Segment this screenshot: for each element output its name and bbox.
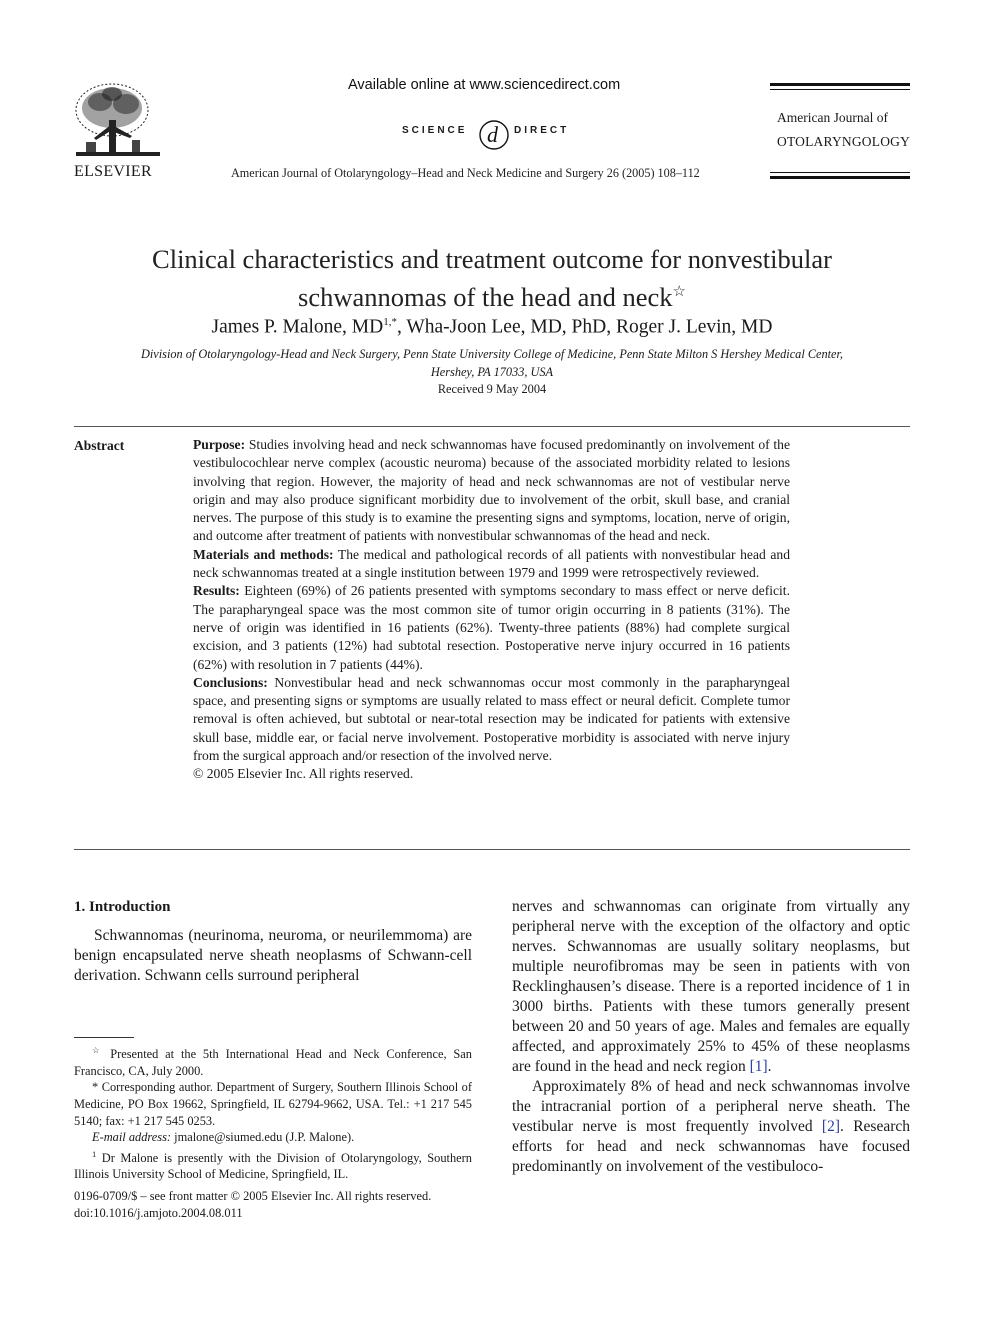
journal-brand-rule <box>770 172 910 173</box>
paragraph-text: nerves and schwannomas can originate from virtually any peripheral nerve with the exception of the olfactory and optic nerves. Schwannomas are usually solitary neoplasms, but multiple neurofibromas may be seen in patients with von Recklinghausen’s disease. There is a reported incidence of 1 in 3000 births. Patients with these tumors generally present between 20 and 50 years of age. Males and females are equally affected, and approximately 25% to 45% of these neoplasms are found in the head and neck region <box>512 898 910 1075</box>
period: . <box>767 1058 772 1075</box>
title-footnote-mark[interactable]: ☆ <box>672 284 686 300</box>
paragraph-text: Approximately 8% of head and neck schwannomas involve the intracranial portion of a peripheral nerve sheath. The vestibular nerve is most frequently involved <box>512 1078 910 1135</box>
footnote-text: Dr Malone is presently with the Division of Otolaryngology, Southern Illinois University School of Medicine, Springfield, IL. <box>74 1150 472 1182</box>
abstract-bottom-rule <box>74 849 910 850</box>
results-heading: Results: <box>193 583 240 599</box>
footnote-email <box>74 1129 472 1146</box>
purpose-heading: Purpose: <box>193 437 246 452</box>
sd-logo-left-text: SCIENCE <box>402 125 468 136</box>
sd-at-icon <box>478 113 512 153</box>
abstract-copyright: © 2005 Elsevier Inc. All rights reserved. <box>193 766 414 782</box>
results-text: Eighteen (69%) of 26 patients presented with symptoms secondary to mass effect or nerve deficit. The parapharyngeal space was the most common site of tumor origin occurring in 8 patients (31%). The nerve of origin was identified in 16 patients (62%). Twenty-three patients (88%) had complete surgical excision, and 3 patients (12%) had subtotal resection. Postoperative nerve injury occurred in 16 patients (62%) with resolution in 7 patients (44%). <box>193 583 790 672</box>
affiliation-line2: Hershey, PA 17033, USA <box>430 364 554 379</box>
authors-rest: , Wha-Joon Lee, MD, PhD, Roger J. Levin, MD <box>396 316 773 338</box>
footnotes <box>74 1042 472 1183</box>
affiliation <box>80 346 904 381</box>
purpose-text: Studies involving head and neck schwannomas have focused predominantly on involvement of the vestibulocochlear nerve complex (acoustic neuroma) because of the associated morbidity related to lesions involving that region. However, the majority of head and neck schwannomas are not of vestibular nerve origin and may also produce significant morbidity due to involvement of the orbit, skull base, and cranial nerves. The purpose of this study is to examine the presenting signs and symptoms, location, nerve of origin, and outcome after treatment of patients with nonvestibular schwannomas of the head and neck. <box>193 437 791 544</box>
article-title <box>80 243 904 314</box>
sciencedirect-logo <box>400 113 586 153</box>
abstract-top-rule <box>74 426 910 427</box>
footnote-mark: 1 <box>92 1148 97 1159</box>
author-1-marks[interactable]: 1,* <box>383 316 397 328</box>
abstract-results <box>193 582 790 673</box>
abstract-body <box>193 436 790 784</box>
author-1: James P. Malone, MD <box>211 316 384 338</box>
publisher-name: ELSEVIER <box>74 163 152 180</box>
svg-text:d: d <box>487 122 498 147</box>
footnote-text: Corresponding author. Department of Surgery, Southern Illinois School of Medicine, PO Box 19662, Springfield, IL 62794-9662, USA. Tel.: +1 217 545 5140; fax: +1 217 545 0253. <box>74 1080 472 1128</box>
footnote-text: Presented at the 5th International Head and Neck Conference, San Francisco, CA, July 2000. <box>74 1047 472 1078</box>
issn-line: 0196-0709/$ – see front matter © 2005 Elsevier Inc. All rights reserved. <box>74 1189 432 1203</box>
body-column-right <box>512 897 910 1177</box>
period: . <box>840 1118 844 1135</box>
methods-heading: Materials and methods: <box>193 546 334 562</box>
email-label: E-mail address: <box>92 1130 172 1145</box>
journal-brand-rule <box>770 83 910 86</box>
available-online-text: Available online at www.sciencedirect.com <box>348 77 621 93</box>
sd-logo-right-text: DIRECT <box>514 125 570 136</box>
abstract-methods <box>193 546 790 583</box>
doi-line[interactable]: doi:10.1016/j.amjoto.2004.08.011 <box>74 1205 243 1220</box>
author-list <box>80 316 904 339</box>
paragraph-text: Research efforts for head and neck schwannomas have focused predominantly on involvement of the vestibuloco- <box>512 1118 911 1175</box>
body-column-left <box>74 897 472 986</box>
abstract-purpose <box>193 436 790 546</box>
methods-text: The medical and pathological records of all patients with nonvestibular head and neck schwannomas treated at a single institution between 1979 and 1999 were retrospectively reviewed. <box>193 546 790 581</box>
footnote-corresponding <box>74 1079 472 1129</box>
tree-icon <box>72 80 164 162</box>
conclusions-text: Nonvestibular head and neck schwannomas occur most commonly in the parapharyngeal space, and presenting signs or symptoms are usually related to mass effect or neural deficit. Complete tumor removal is often achieved, but subtotal or near-total resection may be indicated for patients with extensive skull base, middle ear, or facial nerve involvement. Postoperative morbidity is associated with nerve injury from the surgical approach and/or resection of the involved nerve. <box>193 674 790 764</box>
footnote-1 <box>74 1146 472 1183</box>
abstract-conclusions <box>193 674 790 765</box>
footnote-presented <box>74 1042 472 1079</box>
conclusions-heading: Conclusions: <box>193 674 268 690</box>
journal-citation: American Journal of Otolaryngology–Head and Neck Medicine and Surgery 26 (2005) 108–112 <box>231 166 700 180</box>
intro-paragraph-2 <box>512 1077 910 1177</box>
journal-brand-rule <box>770 176 910 179</box>
citation-link-2[interactable]: [2] <box>821 1118 840 1135</box>
footnote-mark: * <box>92 1080 99 1095</box>
footnote-mark: ☆ <box>92 1045 104 1055</box>
title-line1: Clinical characteristics and treatment outcome for nonvestibular <box>152 244 832 274</box>
journal-brand-line2: OTOLARYNGOLOGY <box>777 134 911 149</box>
email-link[interactable]: jmalone@siumed.edu (J.P. Malone). <box>174 1130 355 1145</box>
citation-link-1[interactable]: [1] <box>749 1058 768 1075</box>
intro-paragraph-1: Schwannomas (neurinoma, neuroma, or neurilemmoma) are benign encapsulated nerve sheath neoplasms of Schwann-cell derivation. Schwann cells surround peripheral <box>74 927 472 984</box>
section-heading-introduction: 1. Introduction <box>74 899 171 915</box>
received-date: Received 9 May 2004 <box>437 382 547 396</box>
affiliation-line1: Division of Otolaryngology-Head and Neck Surgery, Penn State University College of Medicine, Penn State Milton S Hershey Medical Center, <box>140 347 843 361</box>
title-line2: schwannomas of the head and neck <box>298 281 673 312</box>
intro-paragraph-1-cont <box>512 897 910 1077</box>
abstract-label: Abstract <box>74 438 125 453</box>
issn-doi-block <box>74 1188 474 1221</box>
journal-brand-line1: American Journal of <box>777 110 888 125</box>
journal-brand-rule <box>770 89 910 90</box>
footnote-rule <box>74 1037 134 1038</box>
